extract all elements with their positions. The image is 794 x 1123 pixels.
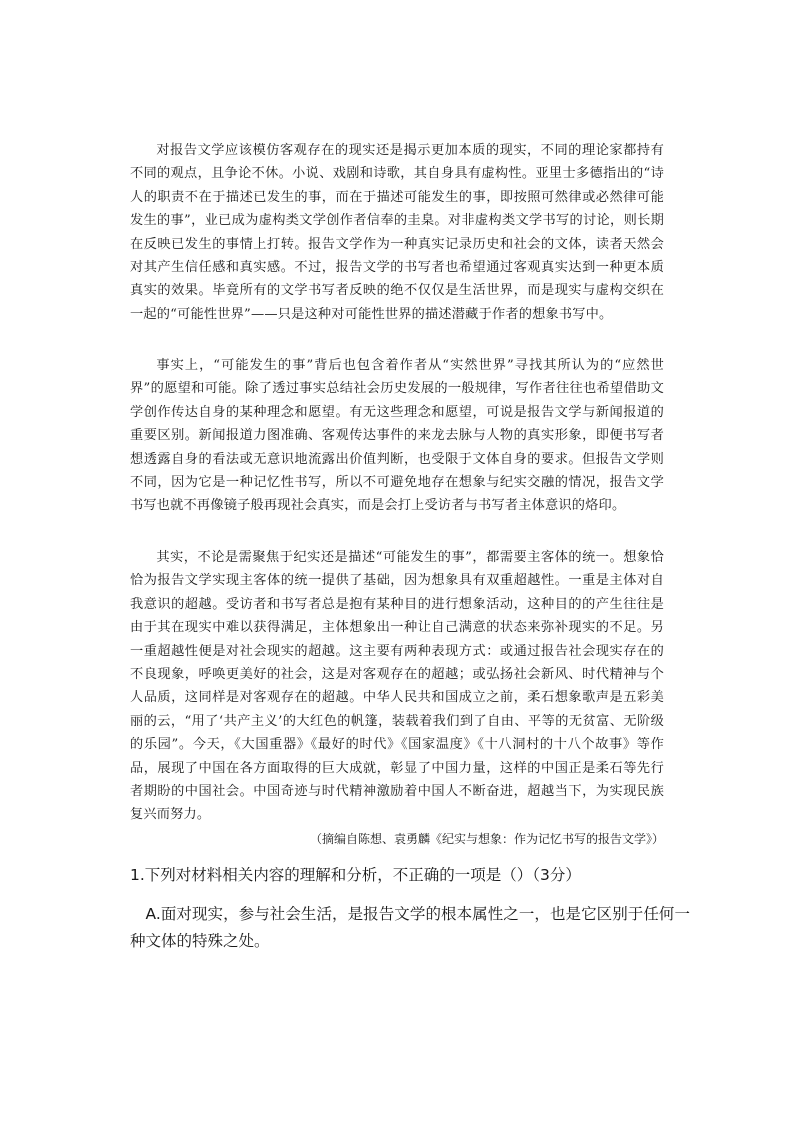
- passage-source-citation: （摘编自陈想、袁勇麟《纪实与想象：作为记忆书写的报告文学》）: [309, 832, 664, 846]
- question-option-a: A.面对现实，参与社会生活，是报告文学的根本属性之一，也是它区别于任何一种文体的特殊之处。: [130, 905, 690, 950]
- passage-paragraph-1: 对报告文学应该模仿客观存在的现实还是揭示更加本质的现实，不同的理论家都持有不同的观点，且争论不休。小说、戏剧和诗歌，其自身具有虚构性。亚里士多德指出的“诗人的职责不在于描述已发生的事，而在于描述可能发生的事，即按照可然律或必然律可能发生的事”，业已成为虚构类文学创作者信奉的圭臬。对非虚构类文学书写的讨论，则长期在反映已发生的事情上打转。报告文学作为一种真实记录历史和社会的文体，读者天然会对其产生信任感和真实感。不过，报告文学的书写者也希望通过客观真实达到一种更本质真实的效果。毕竟所有的文学书写者反映的绝不仅仅是生活世界，而是现实与虚构交织在一起的“可能性世界”——只是这种对可能性世界的描述潜藏于作者的想象书写中。: [130, 143, 664, 322]
- passage-paragraph-2: 事实上，“可能发生的事”背后也包含着作者从“实然世界”寻找其所认为的“应然世界”的愿望和可能。除了透过事实总结社会历史发展的一般规律，写作者往往也希望借助文学创作传达自身的某种理念和愿望。有无这些理念和愿望，可说是报告文学与新闻报道的重要区别。新闻报道力图准确、客观传达事件的来龙去脉与人物的真实形象，即便书写者想透露自身的看法或无意识地流露出价值判断，也受限于文体自身的要求。但报告文学则不同，因为它是一种记忆性书写，所以不可避免地存在想象与纪实交融的情况，报告文学书写也就不再像镜子般再现社会真实，而是会打上受访者与书写者主体意识的烙印。: [130, 358, 664, 514]
- question-stem: 1.下列对材料相关内容的理解和分析，不正确的一项是（）（3分）: [130, 866, 581, 884]
- passage-paragraph-3: 其实，不论是需聚焦于纪实还是描述“可能发生的事”，都需要主客体的统一。想象恰恰为报告文学实现主客体的统一提供了基础，因为想象具有双重超越性。一重是主体对自我意识的超越。受访者和书写者总是抱有某种目的进行想象活动，这种目的的产生往往是由于其在现实中难以获得满足，主体想象出一种让自己满意的状态来弥补现实的不足。另一重超越性便是对社会现实的超越。这主要有两种表现方式：或通过报告社会现实存在的不良现象，呼唤更美好的社会，这是对客观存在的超越；或弘扬社会新风、时代精神与个人品质，这同样是对客观存在的超越。中华人民共和国成立之前，柔石想象歌声是五彩美丽的云，“用了‘共产主义’的大红色的帆篷，装载着我们到了自由、平等的无贫富、无阶级的乐园”。今天，《大国重器》《最好的时代》《国家温度》《十八洞村的十八个故事》等作品，展现了中国在各方面取得的巨大成就，彰显了中国力量，这样的中国正是柔石等先行者期盼的中国社会。中国奇迹与时代精神激励着中国人不断奋进，超越当下，为实现民族复兴而努力。: [130, 550, 664, 823]
